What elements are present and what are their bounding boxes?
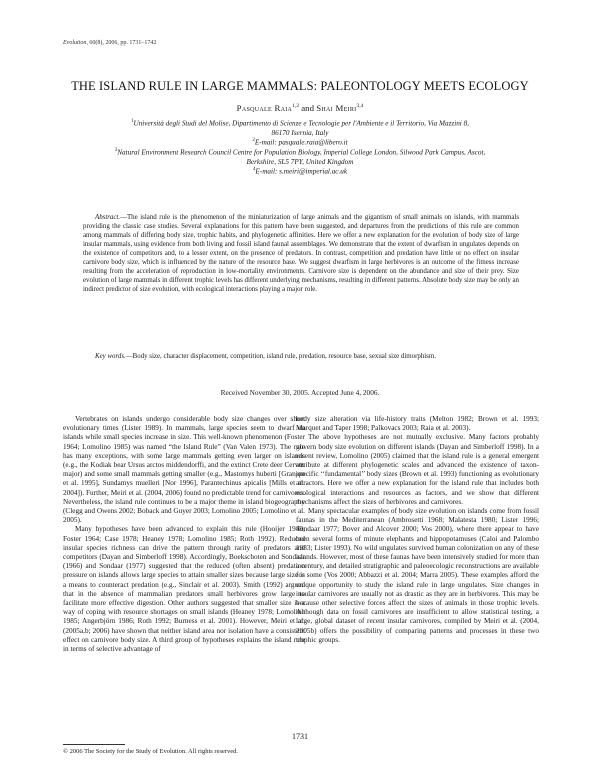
affiliation-4 — [60, 165, 540, 177]
body-paragraph: Many hypotheses have been advanced to explain this rule (Hooijer 1949; Foster 1964; Case 1978; Heaney 1978; Lomolino 1985; Roth 1992). Reduced insular species richness can drive the pattern through rarity of predators and competitors (Dayan and Simberloff 1998). Accordingly, Boekschoten and Sondaar (1966) and Sondaar (1977) suggested that the reduced (often absent) predation pressure on islands allows large species to attain smaller sizes because large size is a means to counteract predation (e.g., Sinclair et al. 2003). Smith (1992) argued that in the absence of mammalian predators small herbivores grow large to facilitate more effective digestion. Other authors suggested that smaller size is a way of coping with resource shortages on small islands (Heaney 1978; Lomolino 1985; Angerbjörn 1986; Roth 1992; Burness et al. 2001). However, Meiri et al. (2005a,b; 2006) have shown that neither island area nor isolation have a consistent effect on carnivore body size. A third group of hypotheses explains the island rule in terms of selective advantage of — [63, 525, 305, 654]
footnote-rule — [63, 744, 125, 745]
journal-citation: , 60(8), 2006, pp. 1731–1742 — [86, 40, 157, 46]
received-dates: Received November 30, 2005. Accepted June 4, 2006. — [220, 388, 380, 397]
affiliation-3-line-1: Natural Environment Research Council Centre for Population Biology, Imperial College London, Silwood Park Campus, Ascot, — [117, 148, 486, 157]
paper-title: THE ISLAND RULE IN LARGE MAMMALS: PALEONTOLOGY MEETS ECOLOGY — [71, 79, 529, 93]
journal-name: Evolution — [63, 40, 87, 46]
left-column — [63, 415, 305, 654]
affiliation-3-superscript: 3 — [114, 148, 118, 153]
affiliation-3-line-2: Berkshire, SL5 7PY, United Kingdom — [246, 157, 354, 166]
abstract-text: —The island rule is the phenomenon of the miniaturization of large animals and the gigantism of small animals on islands, with mammals providing the classic case studies. Several explanations for this pattern have been suggested, and departures from the predictions of this rule are common among mammals of differing body size, trophic habits, and phylogenetic affinities. Here we offer a new explanation for the evolution of body size of large insular mammals, using evidence from both living and fossil island faunal assemblages. We demonstrate that the extent of dwarfism in ungulates depends on the existence of competitors and, to a lesser extent, on the presence of predators. In contrast, competition and predation have little or no effect on insular carnivore body size, which is influenced by the nature of the resource base. We suggest dwarfism in large herbivores is an outcome of the fitness increase resulting from the acceleration of reproduction in low-mortality environments. Carnivore size is dependent on the abundance and size of their prey. Size evolution of large mammals in different trophic levels has different underlying mechanisms, resulting in different patterns. Absolute body size may be only an indirect predictor of size evolution, with ecological interactions playing a major role. — [83, 214, 519, 294]
affiliation-1-superscript: 1 — [131, 119, 134, 124]
author-1-superscript: 1,2 — [292, 103, 300, 110]
keywords — [83, 352, 519, 361]
keywords-lead: Key words. — [95, 353, 126, 360]
affiliation-1-line-1: Università degli Studi del Molise, Dipartimento di Scienze e Tecnologie per l'Ambiente e il Territorio, Via Mazzini 8, — [133, 119, 469, 128]
copyright-notice: © 2006 The Society for the Study of Evolution. All rights reserved. — [63, 748, 239, 755]
abstract-lead: Abstract. — [95, 214, 121, 221]
author-2-superscript: 3,4 — [356, 103, 364, 110]
right-column — [296, 415, 539, 645]
affiliation-4-email: E-mail: s.meiri@imperial.ac.uk — [255, 167, 348, 176]
author-conjunction: and — [299, 103, 317, 113]
keywords-text: —Body size, character displacement, competition, island rule, predation, resource base, sexual size dimorphism. — [125, 353, 436, 360]
abstract — [83, 213, 519, 294]
author-2: Shai Meiri — [316, 103, 357, 113]
page-number: 1731 — [292, 732, 308, 741]
body-paragraph: body size alteration via life-history traits (Melton 1982; Brown et al. 1993; Marquet and Taper 1998; Palkovacs 2003; Raia et al. 2003). — [296, 415, 539, 433]
body-paragraph: The above hypotheses are not mutually exclusive. Many factors probably govern body size evolution on different islands (Dayan and Simberloff 1998). In a recent review, Lomolino (2005) claimed that the island rule is a general emergent attribute at different phylogenetic scales and advanced the existence of taxon-specific ‘‘fundamental’’ body sizes (Brown et al. 1993) functioning as evolutionary attractors. Here we offer a new explanation for the island rule that includes both ecological interactions and resources as factors, and we show that different mechanisms affect the sizes of herbivores and carnivores. — [296, 433, 539, 506]
author-1: Pasquale Raia — [236, 103, 293, 113]
body-paragraph: Many spectacular examples of body size evolution on islands come from fossil faunas in the Mediterranean (Ambrosetti 1968; Malatesta 1980; Lister 1996; Sondaar 1977; Bover and Alcover 2000; Vos 2000), where there appear to have been several forms of minute elephants and hippopotamuses (Caloi and Palombo 1983; Lister 1993). No wild ungulates survived human colonization on any of these islands. However, most of these faunas have been intensively studied for more than a century, and detailed stratigraphic and paleoecologic reconstructions are available for some (Vos 2000; Abbazzi et al. 2004; Marra 2005). These examples afford the unique opportunity to study the island rule in large ungulates. Size changes in insular carnivores are usually not as drastic as they are in herbivores. This may be because other selective forces affect the sizes of animals in those trophic levels. Although data on fossil carnivores are insufficient to allow statistical testing, a large, global dataset of recent insular carnivores, compiled by Meiri et al. (2004, 2005b) offers the possibility of comparing patterns and processes in these two trophic groups. — [296, 507, 539, 644]
affiliation-2-superscript: 2 — [252, 138, 255, 143]
journal-reference — [63, 40, 156, 46]
author-line — [0, 103, 600, 113]
affiliation-4-superscript: 4 — [252, 167, 256, 172]
affiliation-2-email: E-mail: pasquale.raia@libero.it — [254, 138, 348, 147]
affiliation-1-line-2: 86170 Isernia, Italy — [271, 128, 329, 137]
body-paragraph: Vertebrates on islands undergo considerable body size changes over short evolutionary times (Lister 1989). In mammals, large species seem to dwarf on islands while small species increase in size. This well-known phenomenon (Foster 1964; Lomolino 1985) was named “the Island Rule” (Van Valen 1973). The rule has many exceptions, with some large mammals getting even larger on islands (e.g., the Kodiak bear Ursus arctos middendorffi, and the extinct Crete deer Cervus major) and some small mammals getting smaller (e.g., Mastomys huberti [Granjon et al. 1995], Sundamys muelleri [Nor 1996], Parantechinus apicalis [Mills et al. 2004]). Further, Meiri et al. (2004, 2006) found no predictable trend for carnivores. Nevertheless, the island rule continues to be a major theme in island biogeography (Clegg and Owens 2002; Boback and Guyer 2003; Lomolino 2005; Lomolino et al. 2005). — [63, 415, 305, 525]
